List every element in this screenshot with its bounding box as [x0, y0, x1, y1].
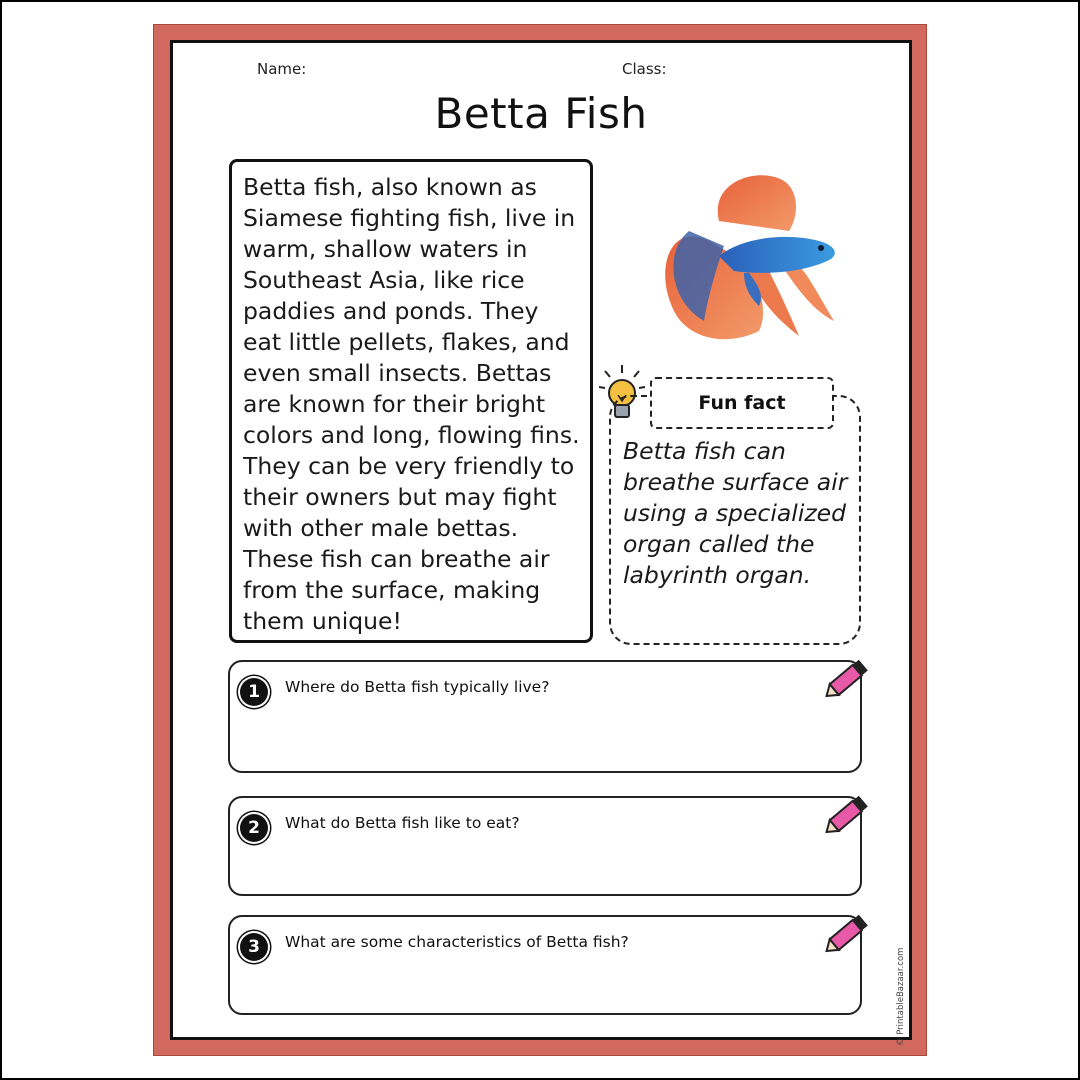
betta-fish-illustration	[649, 161, 849, 351]
question-box-1[interactable]	[228, 660, 862, 773]
question-text: What do Betta fish like to eat?	[285, 814, 520, 832]
fun-fact-label: Fun fact	[650, 377, 834, 429]
pencil-icon	[820, 788, 876, 840]
question-number-badge: 2	[240, 814, 268, 842]
pencil-icon	[820, 652, 876, 704]
question-text: Where do Betta fish typically live?	[285, 678, 550, 696]
reading-passage: Betta fish, also known as Siamese fighting fish, live in warm, shallow waters in Southeast Asia, like rice paddies and ponds. They eat little pellets, flakes, and even small insects. Bettas are known for their bright colors and long, flowing fins. They can be very friendly to their owners but may fight with other male bettas. These fish can breathe air from the surface, making them unique!	[243, 173, 580, 635]
question-number-badge: 1	[240, 678, 268, 706]
class-label: Class:	[622, 60, 667, 78]
reading-passage-box	[229, 159, 593, 643]
credit-text	[893, 938, 907, 1048]
credit-label: © PrintableBazaar.com	[896, 947, 906, 1046]
page-title: Betta Fish	[434, 89, 648, 138]
fun-fact-text: Betta fish can breathe surface air using a specialized organ called the labyrinth organ.	[623, 437, 848, 589]
question-box-2[interactable]	[228, 796, 862, 896]
question-number-badge: 3	[240, 933, 268, 961]
worksheet-border	[153, 24, 927, 1056]
pencil-icon	[820, 907, 876, 959]
worksheet-page	[170, 40, 912, 1040]
question-box-3[interactable]	[228, 915, 862, 1015]
name-label: Name:	[257, 60, 307, 78]
question-text: What are some characteristics of Betta fish?	[285, 933, 629, 951]
